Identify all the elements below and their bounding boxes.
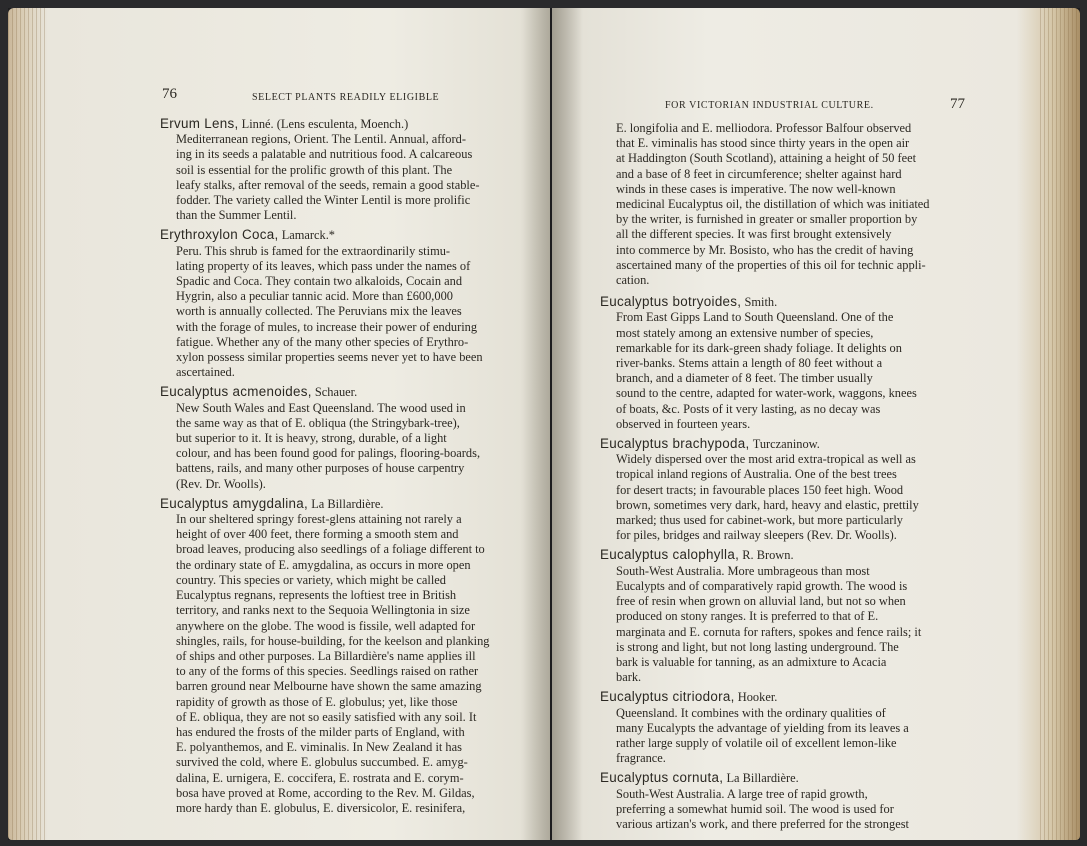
species-name: Eucalyptus botryoides, <box>600 294 742 310</box>
text-line: marginata and E. cornuta for rafters, spokes and fence rails; it <box>616 624 922 639</box>
text-line: branch, and a diameter of 8 feet. The timber usually <box>616 371 873 386</box>
text-line: Eucalyptus regnans, represents the loftiest tree in British <box>176 588 457 603</box>
text-line: fatigue. Whether any of the many other species of Erythro- <box>176 334 469 349</box>
plant-entry <box>600 547 962 685</box>
text-line: brown, sometimes very dark, hard, heavy and elastic, prettily <box>616 497 919 512</box>
page-edges <box>1040 8 1080 840</box>
text-line: but superior to it. It is heavy, strong, durable, of a light <box>176 431 447 446</box>
authority: Turczaninow. <box>752 437 820 452</box>
description <box>600 706 962 767</box>
text-line: fodder. The variety called the Winter Lentil is more prolific <box>176 193 471 208</box>
plant-entry <box>160 496 536 816</box>
running-head: FOR VICTORIAN INDUSTRIAL CULTURE. <box>665 100 874 111</box>
text-line: remarkable for its dark-green shady foliage. It delights on <box>616 340 902 355</box>
right-text-column <box>600 121 962 836</box>
text-line: E. longifolia and E. melliodora. Professor Balfour observed <box>616 121 912 135</box>
plant-entry <box>160 116 536 223</box>
text-line: cation. <box>616 273 650 288</box>
right-page <box>552 8 1080 840</box>
plant-entry <box>160 227 536 380</box>
text-line: to any of the forms of this species. Seedlings raised on rather <box>176 664 479 679</box>
text-line: New South Wales and East Queensland. The wood used in <box>176 400 466 415</box>
entry-heading <box>160 116 536 132</box>
text-line: barren ground near Melbourne have shown the same amazing <box>176 679 482 694</box>
text-line: tropical inland regions of Australia. One of the best trees <box>616 467 897 482</box>
authority: Linné. <box>241 117 274 131</box>
running-head: SELECT PLANTS READILY ELIGIBLE <box>252 92 440 103</box>
species-name: Eucalyptus calophylla, <box>600 547 740 563</box>
text-line: Spadic and Coca. They contain two alkaloids, Cocain and <box>176 274 463 289</box>
text-line: observed in fourteen years. <box>616 416 751 431</box>
gutter-shadow <box>552 8 582 840</box>
synonym: (Lens esculenta, Moench.) <box>276 117 409 131</box>
text-line: various artizan's work, and there preferred for the strongest <box>616 816 909 831</box>
authority: La Billardière. <box>311 496 384 511</box>
text-line: Queensland. It combines with the ordinary qualities of <box>616 705 886 720</box>
text-line: territory, and ranks next to the Sequoia Wellingtonia in size <box>176 603 470 618</box>
text-line: ing in its seeds a palatable and nutritious food. A calcareous <box>176 147 473 162</box>
description <box>600 452 962 543</box>
entry-heading <box>600 770 962 786</box>
text-line: broad leaves, producing also seedlings of a foliage different to <box>176 542 485 557</box>
text-line: for piles, bridges and railway sleepers (Rev. Dr. Woolls). <box>616 528 897 543</box>
authority: Schauer. <box>314 385 358 400</box>
description <box>160 244 536 381</box>
text-line: of boats, &c. Posts of it very lasting, as no decay was <box>616 401 881 416</box>
text-line: country. This species or variety, which might be called <box>176 572 446 587</box>
text-line: ascertained. <box>176 365 235 380</box>
text-line: all the different species. It was first brought extensively <box>616 227 892 242</box>
plant-entry <box>600 436 962 543</box>
text-line: (Rev. Dr. Woolls). <box>176 476 266 491</box>
text-line: by the writer, is furnished in greater or smaller proportion by <box>616 212 918 227</box>
text-line: Peru. This shrub is famed for the extraordinarily stimu- <box>176 243 451 258</box>
text-line: of ships and other purposes. La Billardière's name applies ill <box>176 648 476 663</box>
text-line: is strong and light, but not long lasting underground. The <box>616 639 899 654</box>
left-text-column <box>160 116 536 820</box>
text-line: with the forage of mules, to increase their power of enduring <box>176 319 478 334</box>
text-line: has endured the frosts of the milder parts of England, with <box>176 724 465 739</box>
text-line: bosa have proved at Rome, according to the Rev. M. Gildas, <box>176 785 475 800</box>
page-edges <box>8 8 48 840</box>
page-number: 77 <box>950 96 965 112</box>
text-line: dalina, E. urnigera, E. coccifera, E. rostrata and E. corym- <box>176 770 464 785</box>
entry-heading <box>600 294 962 310</box>
species-name: Eucalyptus acmenoides, <box>160 384 312 400</box>
text-line: sound to the centre, adapted for water-work, waggons, knees <box>616 386 917 401</box>
authority: Hooker. <box>737 690 778 705</box>
entry-heading <box>160 384 536 400</box>
text-line: many Eucalypts the advantage of yielding from its leaves a <box>616 720 909 735</box>
plant-entry <box>600 689 962 766</box>
text-line: free of resin when grown on alluvial land, but not so when <box>616 594 906 609</box>
text-line: colour, and has been found good for palings, flooring-boards, <box>176 446 481 461</box>
text-line: produced on stony ranges. It is preferred to that of E. <box>616 609 879 624</box>
text-line: rather large supply of volatile oil of excellent lemon-like <box>616 735 897 750</box>
text-line: lating property of its leaves, which pass under the names of <box>176 258 471 273</box>
text-line: marked; thus used for cabinet-work, but more particularly <box>616 513 903 528</box>
species-name: Ervum Lens, <box>160 116 239 131</box>
text-line: bark is valuable for tanning, as an admixture to Acacia <box>616 654 887 669</box>
text-line: height of over 400 feet, there forming a smooth stem and <box>176 527 459 542</box>
authority: R. Brown. <box>742 548 794 563</box>
text-line: of E. obliqua, they are not so easily satisfied with any soil. It <box>176 709 477 724</box>
description <box>160 401 536 492</box>
text-line: winds in these cases is imperative. The now well-known <box>616 181 896 196</box>
plant-entry <box>600 770 962 832</box>
text-line: than the Summer Lentil. <box>176 208 297 223</box>
description <box>600 310 962 432</box>
text-line: medicinal Eucalyptus oil, the distillation of which was initiated <box>616 197 930 212</box>
text-line: Mediterranean regions, Orient. The Lentil. Annual, afford- <box>176 132 466 147</box>
text-line: In our sheltered springy forest-glens attaining not rarely a <box>176 512 462 527</box>
text-line: South-West Australia. A large tree of rapid growth, <box>616 786 868 801</box>
description <box>600 564 962 686</box>
text-line: preferring a somewhat humid soil. The wood is used for <box>616 801 894 816</box>
text-line: bark. <box>616 670 642 685</box>
text-line: From East Gipps Land to South Queensland. One of the <box>616 310 894 325</box>
left-page <box>8 8 550 840</box>
authority: Smith. <box>744 295 778 310</box>
text-line: survived the cold, where E. globulus succumbed. E. amyg- <box>176 755 468 770</box>
text-line: Hygrin, also a peculiar tannic acid. More than £600,000 <box>176 289 453 304</box>
text-line: that E. viminalis has stood since thirty years in the open air <box>616 136 910 151</box>
description <box>160 512 536 816</box>
text-line: fragrance. <box>616 751 666 766</box>
authority: Lamarck.* <box>281 228 336 243</box>
species-name: Erythroxylon Coca, <box>160 227 279 243</box>
text-line: worth is annually collected. The Peruvians mix the leaves <box>176 304 462 319</box>
entry-heading <box>600 689 962 705</box>
species-name: Eucalyptus brachypoda, <box>600 436 750 452</box>
text-line: Eucalypts and of comparatively rapid growth. The wood is <box>616 578 908 593</box>
text-line: anywhere on the globe. The wood is fissile, well adapted for <box>176 618 476 633</box>
species-name: Eucalyptus cornuta, <box>600 770 724 786</box>
text-line: rapidity of growth as those of E. globulus; yet, like those <box>176 694 458 709</box>
text-line: into commerce by Mr. Bosisto, who has the credit of having <box>616 242 914 257</box>
text-line: ascertained many of the properties of this oil for technic appli- <box>616 257 926 272</box>
text-line: more hardy than E. globulus, E. diversicolor, E. resinifera, <box>176 800 466 815</box>
text-line: river-banks. Stems attain a length of 80 feet without a <box>616 356 883 371</box>
species-name: Eucalyptus citriodora, <box>600 689 735 705</box>
text-line: battens, rails, and many other purposes of house carpentry <box>176 461 465 476</box>
text-line: South-West Australia. More umbrageous than most <box>616 563 870 578</box>
plant-entry <box>600 294 962 432</box>
entry-heading <box>160 227 536 243</box>
continuation-paragraph <box>600 121 962 288</box>
text-line: at Haddington (South Scotland), attaining a height of 50 feet <box>616 151 917 166</box>
text-line: and a base of 8 feet in circumference; shelter against hard <box>616 166 902 181</box>
text-line: for desert tracts; in favourable places 150 feet high. Wood <box>616 482 904 497</box>
open-book <box>8 8 1080 840</box>
text-line: E. polyanthemos, and E. viminalis. In New Zealand it has <box>176 740 462 755</box>
description <box>160 132 536 223</box>
entry-heading <box>600 436 962 452</box>
entry-heading <box>160 496 536 512</box>
text-line: the same way as that of E. obliqua (the Stringybark-tree), <box>176 415 460 430</box>
text-line: Widely dispersed over the most arid extra-tropical as well as <box>616 452 916 467</box>
text-line: soil is essential for the prolific growth of this plant. The <box>176 162 453 177</box>
page-number: 76 <box>162 86 177 102</box>
text-line: the ordinary state of E. amygdalina, as occurs in more open <box>176 557 471 572</box>
species-name: Eucalyptus amygdalina, <box>160 495 309 511</box>
text-line: xylon possess similar properties seems never yet to have been <box>176 350 483 365</box>
entry-heading <box>600 547 962 563</box>
description <box>600 787 962 833</box>
plant-entry <box>160 384 536 491</box>
text-line: most stately among an extensive number of species, <box>616 325 874 340</box>
authority: La Billardière. <box>726 771 799 786</box>
text-line: shingles, rails, for house-building, for the keelson and planking <box>176 633 490 648</box>
text-line: leafy stalks, after removal of the seeds, remain a good stable- <box>176 177 480 192</box>
